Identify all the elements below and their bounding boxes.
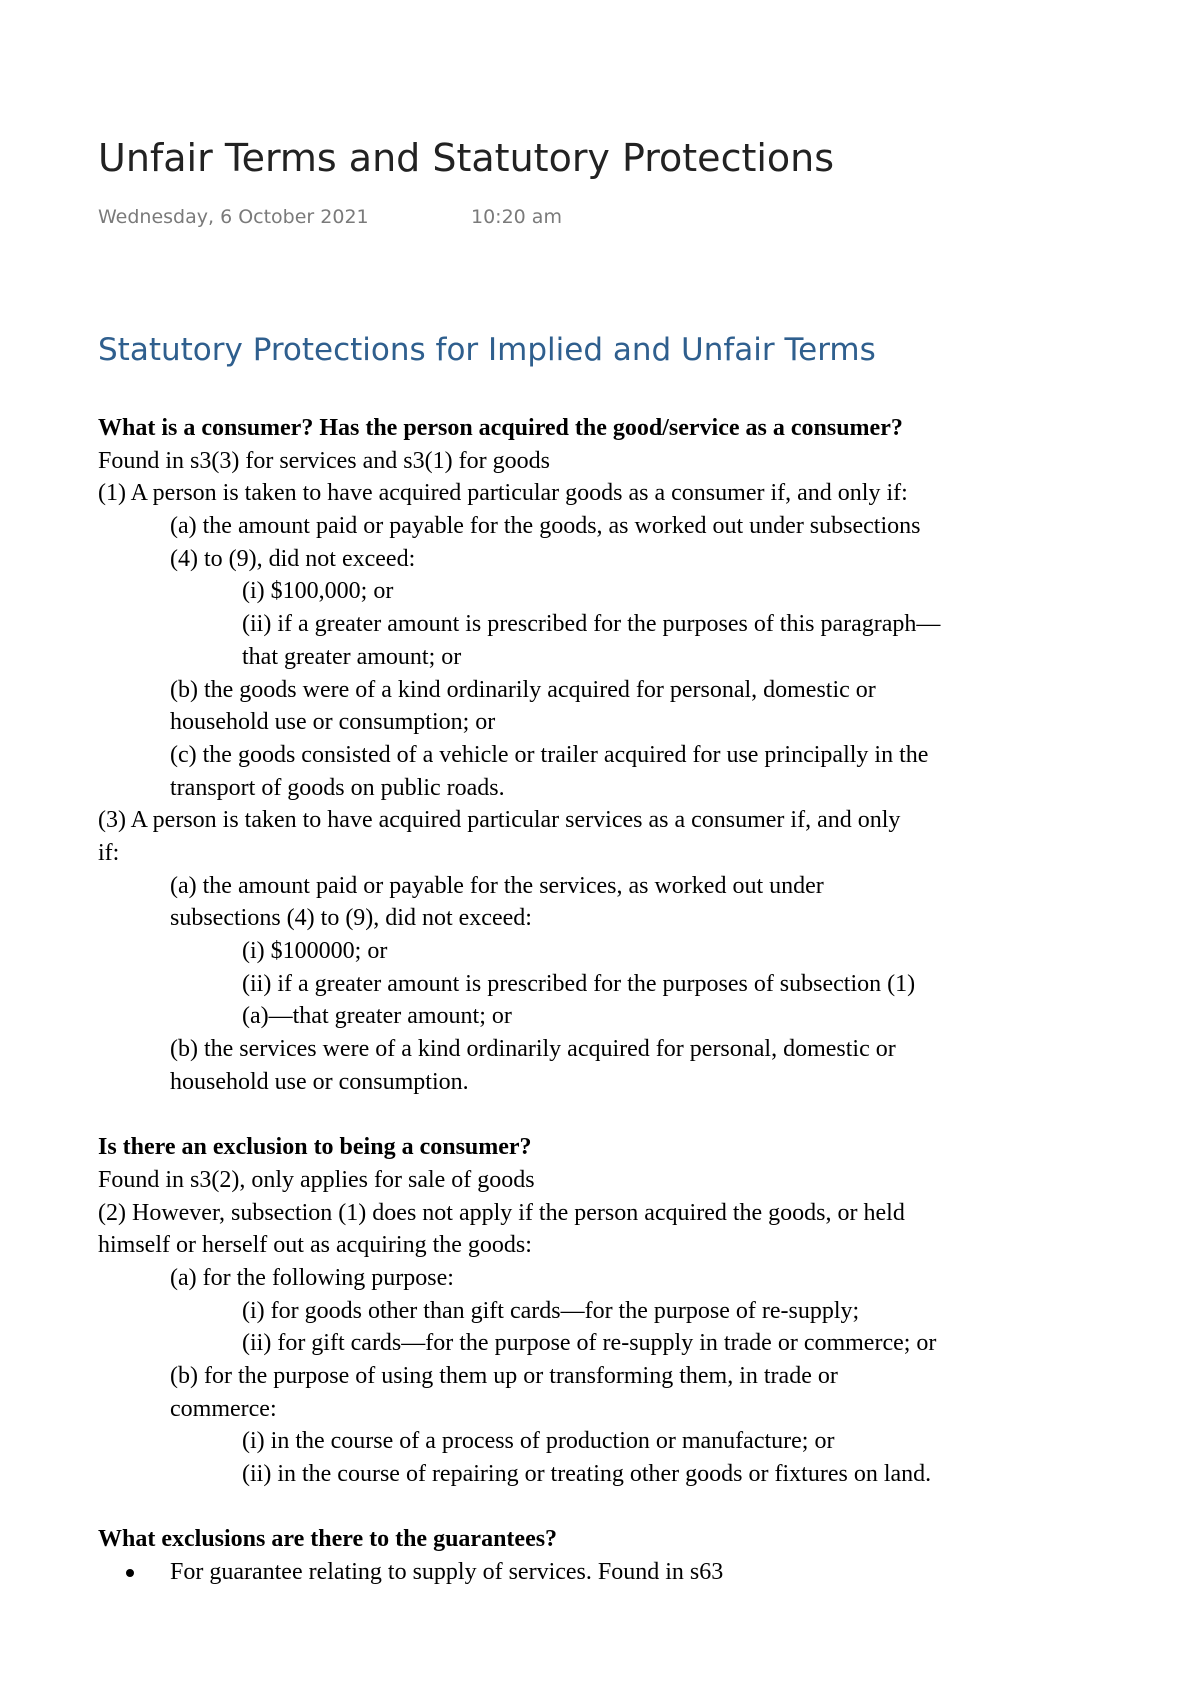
paragraph-line: (3) A person is taken to have acquired particular services as a consumer if, and only [98, 807, 901, 834]
sub-indented-line: (ii) for gift cards—for the purpose of re-supply in trade or commerce; or [242, 1330, 937, 1357]
sub-indented-line: (ii) in the course of repairing or treating other goods or fixtures on land. [242, 1461, 932, 1487]
sub-indented-line: that greater amount; or [242, 643, 462, 670]
page-time: 10:20 am [471, 206, 562, 228]
paragraph-line: (2) However, subsection (1) does not apply if the person acquired the goods, or held [98, 1199, 905, 1226]
document-body [98, 412, 1118, 1589]
blank-line [98, 1491, 1118, 1524]
indented-line: (a) the amount paid or payable for the goods, as worked out under subsections [170, 513, 921, 540]
paragraph-line: Found in s3(3) for services and s3(1) for goods [98, 447, 550, 474]
indented-line: (a) the amount paid or payable for the services, as worked out under [170, 872, 824, 899]
indented-line: (4) to (9), did not exceed: [170, 545, 416, 572]
indented-line: subsections (4) to (9), did not exceed: [170, 905, 532, 932]
paragraph-line: Found in s3(2), only applies for sale of goods [98, 1166, 535, 1193]
bullet-item [98, 1556, 1118, 1589]
sub-indented-line: (ii) if a greater amount is prescribed for the purposes of this paragraph— [242, 611, 941, 638]
sub-indented-line: (i) in the course of a process of production or manufacture; or [242, 1428, 835, 1455]
question-heading: What is a consumer? Has the person acquired the good/service as a consumer? [98, 415, 903, 441]
indented-line: household use or consumption. [170, 1068, 469, 1095]
indented-line: household use or consumption; or [170, 709, 496, 736]
indented-line: transport of goods on public roads. [170, 774, 505, 801]
section-heading: Statutory Protections for Implied and Unfair Terms [98, 332, 876, 368]
bullet-icon [126, 1569, 134, 1577]
sub-indented-line: (i) for goods other than gift cards—for the purpose of re-supply; [242, 1297, 860, 1324]
indented-line: (b) for the purpose of using them up or transforming them, in trade or [170, 1362, 838, 1389]
indented-line: (a) for the following purpose: [170, 1264, 454, 1291]
indented-line: (c) the goods consisted of a vehicle or trailer acquired for use principally in the [170, 741, 929, 768]
page-date: Wednesday, 6 October 2021 [98, 206, 369, 228]
indented-line: (b) the services were of a kind ordinarily acquired for personal, domestic or [170, 1036, 896, 1063]
page-title: Unfair Terms and Statutory Protections [98, 136, 835, 180]
paragraph-line: (1) A person is taken to have acquired particular goods as a consumer if, and only if: [98, 480, 908, 507]
paragraph-line: himself or herself out as acquiring the goods: [98, 1232, 532, 1259]
sub-indented-line: (i) $100,000; or [242, 578, 394, 605]
question-heading: Is there an exclusion to being a consumer? [98, 1134, 532, 1161]
bullet-text: For guarantee relating to supply of services. Found in s63 [170, 1559, 724, 1586]
sub-indented-line: (i) $100000; or [242, 938, 388, 964]
indented-line: commerce: [170, 1395, 277, 1422]
paragraph-line: if: [98, 839, 120, 866]
indented-line: (b) the goods were of a kind ordinarily acquired for personal, domestic or [170, 676, 876, 703]
sub-indented-line: (a)—that greater amount; or [242, 1003, 512, 1030]
sub-indented-line: (ii) if a greater amount is prescribed for the purposes of subsection (1) [242, 970, 916, 997]
blank-line [98, 1098, 1118, 1131]
question-heading: What exclusions are there to the guarantees? [98, 1526, 558, 1553]
